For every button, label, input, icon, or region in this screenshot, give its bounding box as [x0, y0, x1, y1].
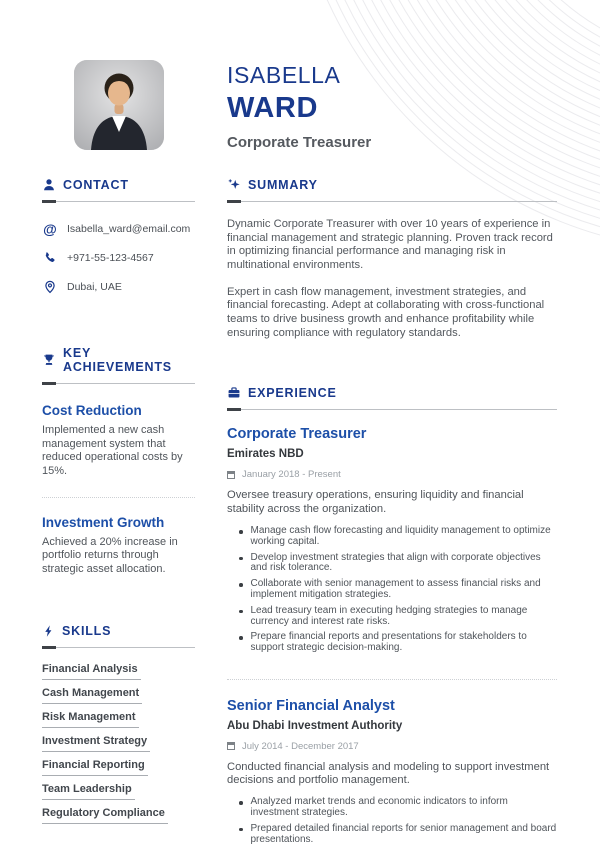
bullet-text: Lead treasury team in executing hedging strategies to manage currency and interest rate risks.: [250, 604, 528, 627]
photo-wrap: [42, 60, 195, 150]
contact-title: CONTACT: [63, 178, 129, 192]
job-company: Emirates NBD: [227, 448, 304, 461]
columns: [42, 178, 557, 848]
job-entry: [227, 698, 557, 849]
skills-header: [42, 624, 195, 638]
location-text: Dubai, UAE: [67, 281, 122, 293]
summary-paragraph: Dynamic Corporate Treasurer with over 10 years of experience in financial management and strategic planning. Proven track record in optimizing financial performance and managing risk in multinational environments.: [227, 218, 553, 271]
bullet-text: Collaborate with senior management to assess financial risks and implement mitigation strategies.: [250, 578, 541, 601]
bullet-text: Prepare financial reports and presentations for stakeholders to support strategic decision-making.: [250, 631, 527, 654]
summary-section: [227, 178, 557, 340]
experience-title: EXPERIENCE: [248, 386, 337, 401]
sparkle-icon: [227, 178, 241, 192]
skills-title: SKILLS: [62, 624, 112, 639]
summary-header: [227, 178, 557, 192]
summary-paragraph: Expert in cash flow management, investment strategies, and financial forecasting. Adept at collaborating with cross-functional teams to drive business growth and enhance profitability while ensuring compliance with regulatory standards.: [227, 285, 545, 339]
bullet-item: [227, 550, 557, 577]
bullet-text: Analyzed market trends and economic indicators to inform investment strategies.: [250, 796, 508, 819]
contact-row-phone: [42, 244, 195, 273]
jobs-list: [227, 426, 557, 848]
achievement-text: Implemented a new cash management system that reduced operational costs by 15%.: [42, 424, 183, 477]
achievement-item: [42, 515, 195, 577]
name-block: [227, 60, 371, 151]
experience-header: [227, 386, 557, 400]
profile-photo: [74, 60, 164, 150]
achievement-item: [42, 403, 195, 479]
location-icon: [42, 280, 58, 294]
achievement-text: Achieved a 20% increase in portfolio returns through strategic asset allocation.: [42, 535, 178, 575]
dotted-divider: [42, 497, 195, 498]
job-intro: Conducted financial analysis and modeling to support investment decisions and portfolio management.: [227, 760, 550, 787]
bullet-text: Prepared detailed financial reports for senior management and board presentations.: [250, 822, 557, 845]
first-name: ISABELLA: [227, 62, 341, 88]
contact-header: [42, 178, 195, 192]
job-dates-row: [227, 469, 557, 480]
job-company: Abu Dhabi Investment Authority: [227, 719, 403, 732]
achievement-heading: Investment Growth: [42, 514, 165, 530]
section-rule: [42, 647, 195, 648]
skill-item: Regulatory Compliance: [42, 807, 168, 824]
job-dates: July 2014 - December 2017: [242, 740, 359, 752]
contact-list: [42, 215, 195, 302]
bullet-dot: [239, 530, 243, 534]
job-bullets: [227, 795, 557, 848]
bullet-item: [227, 603, 557, 630]
phone-text: +971-55-123-4567: [67, 252, 154, 264]
portrait-illustration: [74, 60, 164, 150]
skill-item: Risk Management: [42, 711, 139, 728]
bullet-item: [227, 795, 557, 822]
job-dates: January 2018 - Present: [242, 469, 341, 481]
skill-item: Investment Strategy: [42, 735, 150, 752]
bullet-dot: [239, 610, 243, 614]
lightning-icon: [42, 624, 55, 638]
right-column: [227, 178, 557, 848]
person-icon: [42, 178, 56, 192]
at-icon: @: [43, 221, 57, 237]
contact-section: [42, 178, 195, 302]
job-intro: Oversee treasury operations, ensuring liquidity and financial stability across the organization.: [227, 489, 524, 515]
bullet-dot: [239, 636, 243, 640]
bullet-dot: [239, 583, 243, 587]
experience-section: [227, 386, 557, 848]
skill-item: Team Leadership: [42, 783, 135, 800]
achievements-section: [42, 346, 195, 576]
skill-item: Financial Analysis: [42, 663, 141, 680]
job-entry: [227, 426, 557, 656]
last-name: WARD: [227, 92, 319, 124]
achievements-list: [42, 403, 195, 576]
achievement-heading: Cost Reduction: [42, 403, 142, 418]
achievements-title: KEY ACHIEVEMENTS: [63, 346, 172, 374]
skill-item: Cash Management: [42, 687, 142, 704]
section-rule: [227, 201, 557, 202]
calendar-icon: [227, 742, 235, 750]
calendar-icon: [227, 471, 235, 479]
job-title: Senior Financial Analyst: [227, 697, 395, 714]
bullet-dot: [239, 828, 243, 832]
bullet-item: [227, 630, 557, 657]
skills-section: [42, 624, 195, 824]
phone-icon: [42, 251, 58, 265]
skills-list: [42, 663, 195, 824]
bullet-item: [227, 524, 557, 551]
bullet-text: Develop investment strategies that align with corporate objectives and risk tolerance.: [250, 551, 541, 574]
skill-item: Financial Reporting: [42, 759, 148, 776]
dotted-divider: [227, 679, 557, 680]
section-rule: [227, 409, 557, 410]
bullet-item: [227, 821, 557, 848]
contact-row-email[interactable]: [42, 215, 195, 244]
left-column: [42, 178, 195, 848]
summary-title: SUMMARY: [248, 178, 318, 192]
achievements-header: [42, 346, 195, 374]
bullet-dot: [239, 801, 243, 805]
job-title: Corporate Treasurer: [227, 426, 367, 443]
section-rule: [42, 383, 195, 384]
bullet-dot: [239, 557, 243, 561]
job-role: Corporate Treasurer: [227, 134, 372, 151]
section-rule: [42, 201, 195, 202]
resume-header: [42, 60, 557, 151]
job-bullets: [227, 524, 557, 657]
bullet-text: Manage cash flow forecasting and liquidity management to optimize working capital.: [250, 525, 551, 547]
trophy-icon: [42, 353, 56, 367]
briefcase-icon: [227, 386, 241, 400]
bullet-item: [227, 577, 557, 604]
job-dates-row: [227, 741, 557, 752]
contact-row-location: [42, 273, 195, 302]
email-text: Isabella_ward@email.com: [67, 223, 191, 235]
